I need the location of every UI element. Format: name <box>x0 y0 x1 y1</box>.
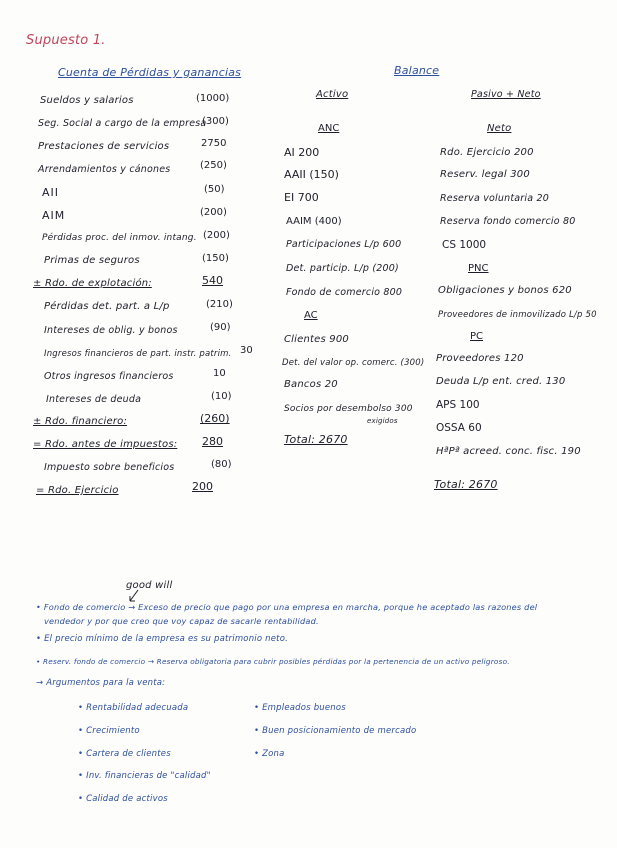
pyg-row-value: 30 <box>240 345 253 356</box>
pyg-row-value: (90) <box>210 322 231 333</box>
anc-heading: ANC <box>318 123 340 134</box>
argument-item: • Zona <box>254 749 285 759</box>
pyg-row-value: (50) <box>204 184 225 195</box>
pasivo-total: Total: 2670 <box>434 478 498 491</box>
pyg-row-label: Ingresos financieros de part. instr. patrim. <box>44 349 232 359</box>
argument-item: • Inv. financieras de "calidad" <box>78 771 211 781</box>
pyg-heading: Cuenta de Pérdidas y ganancias <box>58 66 242 79</box>
pyg-row-label: = Rdo. Ejercicio <box>36 485 119 496</box>
note-line: • Fondo de comercio → Exceso de precio que pago por una empresa en marcha, porque he aceptado las razones del <box>36 602 538 612</box>
anc-item: EI 700 <box>284 191 319 204</box>
note-line: vendedor y por que creo que voy capaz de sacarle rentabilidad. <box>44 616 319 626</box>
anc-item: AAII (150) <box>284 168 339 181</box>
pyg-row-value: (80) <box>211 459 232 470</box>
pyg-row-value: (10) <box>211 391 232 402</box>
pyg-row-label: = Rdo. antes de impuestos: <box>33 439 178 450</box>
pyg-row-label: Pérdidas proc. del inmov. intang. <box>42 233 197 243</box>
pyg-row-label: Primas de seguros <box>44 255 140 266</box>
pyg-row-value: (150) <box>202 253 229 264</box>
ac-note: exigidos <box>367 417 398 425</box>
pyg-row-label: Prestaciones de servicios <box>38 141 170 152</box>
pyg-row-label: Pérdidas det. part. a L/p <box>44 301 170 312</box>
balance-heading: Balance <box>394 64 440 77</box>
pc-item: APS 100 <box>436 399 480 411</box>
anc-item: AAIM (400) <box>286 216 342 227</box>
pyg-row-value: (200) <box>200 207 227 218</box>
pyg-row-label: AII <box>42 186 60 199</box>
pnc-heading: PNC <box>468 263 489 274</box>
pyg-row-value: (200) <box>203 230 230 241</box>
page-title: Supuesto 1. <box>26 33 106 48</box>
pyg-row-label: AIM <box>42 209 66 222</box>
anc-item: Fondo de comercio 800 <box>286 287 403 298</box>
argument-item: • Empleados buenos <box>254 703 346 713</box>
note-line: • El precio mínimo de la empresa es su patrimonio neto. <box>36 634 289 644</box>
pyg-row-value: 10 <box>213 368 226 379</box>
note-line: → Argumentos para la venta: <box>36 678 166 688</box>
pyg-row-value: (250) <box>200 160 227 171</box>
pnc-item: Proveedores de inmovilizado L/p 50 <box>438 310 597 320</box>
neto-item: CS 1000 <box>442 239 487 251</box>
activo-total: Total: 2670 <box>284 433 348 446</box>
ac-heading: AC <box>304 310 318 321</box>
pyg-row-label: Impuesto sobre beneficios <box>44 462 175 473</box>
ac-item: Bancos 20 <box>284 379 338 390</box>
pyg-row-value: 540 <box>202 274 223 287</box>
argument-item: • Cartera de clientes <box>78 749 171 759</box>
neto-item: Rdo. Ejercicio 200 <box>440 147 534 158</box>
neto-item: Reserva voluntaria 20 <box>440 193 549 204</box>
pyg-row-value: 2750 <box>201 138 227 149</box>
neto-heading: Neto <box>487 123 512 134</box>
pc-item: HªPª acreed. conc. fisc. 190 <box>436 446 581 457</box>
pyg-row-label: Otros ingresos financieros <box>44 371 174 382</box>
pyg-row-label: Arrendamientos y cánones <box>38 164 171 175</box>
argument-item: • Buen posicionamiento de mercado <box>254 726 417 736</box>
pyg-row-value: (210) <box>206 299 233 310</box>
pc-item: Proveedores 120 <box>436 353 524 364</box>
ac-item: Det. del valor op. comerc. (300) <box>282 358 425 368</box>
ac-item: Clientes 900 <box>284 334 349 345</box>
pc-item: OSSA 60 <box>436 422 482 434</box>
anc-item: AI 200 <box>284 146 320 159</box>
neto-item: Reserva fondo comercio 80 <box>440 216 576 227</box>
pyg-row-label: ± Rdo. de explotación: <box>33 278 152 289</box>
pyg-row-label: ± Rdo. financiero: <box>33 416 128 427</box>
pyg-row-value: (300) <box>202 116 229 127</box>
note-line: • Reserv. fondo de comercio → Reserva obligatoria para cubrir posibles pérdidas por la pertenencia de un activo peligroso. <box>36 657 510 666</box>
pc-item: Deuda L/p ent. cred. 130 <box>436 376 566 387</box>
argument-item: • Rentabilidad adecuada <box>78 703 189 713</box>
pasivo-heading: Pasivo + Neto <box>471 89 541 100</box>
argument-item: • Crecimiento <box>78 726 140 736</box>
pyg-row-label: Sueldos y salarios <box>40 95 134 106</box>
pnc-item: Obligaciones y bonos 620 <box>438 285 572 296</box>
pyg-row-label: Intereses de oblig. y bonos <box>44 325 178 336</box>
pyg-row-label: Seg. Social a cargo de la empresa <box>38 118 207 129</box>
anc-item: Det. particip. L/p (200) <box>286 263 399 274</box>
neto-item: Reserv. legal 300 <box>440 169 530 180</box>
pyg-row-value: 200 <box>192 480 213 493</box>
activo-heading: Activo <box>316 89 349 100</box>
pyg-row-label: Intereses de deuda <box>46 394 142 405</box>
pyg-row-value: (1000) <box>196 93 230 104</box>
ac-item: Socios por desembolso 300 <box>284 404 413 414</box>
argument-item: • Calidad de activos <box>78 794 168 804</box>
goodwill-note: good will <box>126 580 173 591</box>
anc-item: Participaciones L/p 600 <box>286 239 402 250</box>
pyg-row-value: 280 <box>202 435 223 448</box>
pyg-row-value: (260) <box>200 412 230 425</box>
pc-heading: PC <box>470 331 484 342</box>
